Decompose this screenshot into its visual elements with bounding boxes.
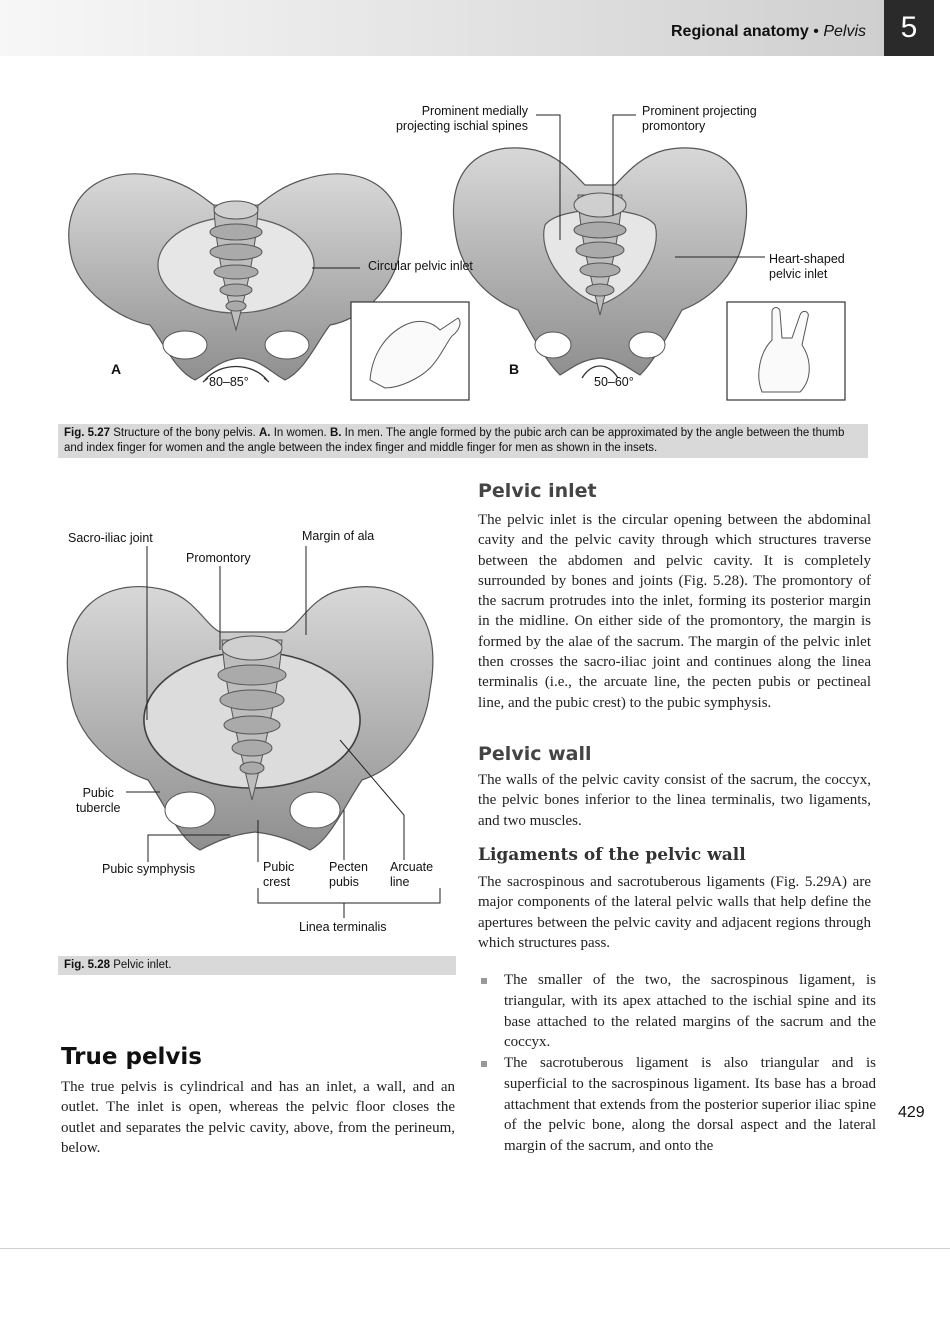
bullet-marker: [481, 1061, 487, 1067]
paragraph-ligaments: The sacrospinous and sacrotuberous ligaments (Fig. 5.29A) are major components of the lateral pelvic walls that help define the apertures between the pelvic cavity and adjacent regions through which structures pass.: [478, 874, 871, 951]
label-promontory-projecting: [642, 104, 757, 134]
panel-label-a: A: [111, 361, 122, 377]
label-heart-inlet-line2: pelvic inlet: [769, 267, 828, 281]
label-pubic-tubercle-line2: tubercle: [76, 801, 121, 815]
label-linea-terminalis: Linea terminalis: [299, 920, 387, 934]
label-ischial-spines-line1: Prominent medially: [421, 104, 528, 118]
label-angle-female: 80–85°: [209, 375, 249, 389]
label-pubic-tubercle: [76, 786, 120, 816]
bullet-marker: [481, 978, 487, 984]
header-section: Regional anatomy: [670, 23, 809, 40]
label-promontory-line2: promontory: [642, 119, 706, 133]
bullet-sacrospinous: The smaller of the two, the sacrospinous ligament, is triangular, with its apex attached to the ischial spine and its base attached to the related margins of the sacrum and the coccyx.: [504, 972, 876, 1051]
heading-pelvic-inlet: Pelvic inlet: [478, 480, 597, 502]
pelvis-inlet-illustration: [67, 587, 433, 850]
paragraph-true-pelvis: The true pelvis is cylindrical and has an inlet, a wall, and an outlet. The inlet is open, whereas the pelvic floor closes the outlet and separates the pelvic cavity, above, from the perineum, below.: [61, 1079, 455, 1156]
paragraph-pelvic-inlet: The pelvic inlet is the circular opening between the abdominal cavity and the pelvic cavity through which structures traverse between the abdomen and pelvic cavity. It is completely surrounded by bones and joints (Fig. 5.28). The promontory of the sacrum protrudes into the inlet, forming its posterior margin in the midline. On either side of the promontory, the margin is formed by the alae of the sacrum. The margin of the pelvic inlet then crosses the sacro-iliac joint and continues along the linea terminalis (i.e., the arcuate line, the pecten pubis or pectineal line, and the pubic crest) to the pubic symphysis.: [478, 512, 871, 711]
page-number: 429: [898, 1104, 925, 1121]
label-heart-inlet: [769, 252, 845, 282]
label-pubic-crest-line2: crest: [263, 875, 291, 889]
heading-true-pelvis: True pelvis: [61, 1044, 202, 1070]
pelvis-male-illustration: [453, 148, 746, 378]
figure-527-number: Fig. 5.27: [64, 427, 111, 439]
label-pubic-crest-line1: Pubic: [263, 860, 295, 874]
figure-527-a-label: A.: [259, 427, 271, 439]
figure-527-caption: [58, 424, 868, 458]
label-promontory: Promontory: [186, 551, 251, 565]
label-heart-inlet-line1: Heart-shaped: [769, 252, 845, 266]
panel-label-b: B: [509, 361, 520, 377]
label-ischial-spines: [392, 104, 528, 134]
label-pubic-tubercle-line1: Pubic: [82, 786, 114, 800]
label-circular-inlet: Circular pelvic inlet: [368, 259, 473, 273]
bullet-sacrotuberous: The sacrotuberous ligament is also triangular and is superficial to the sacrospinous ligament. Its base has a broad attachment that extends from the posterior superior iliac spine of the pelvic bone, along the dorsal aspect and the lateral margin of the sacrum, and onto the: [504, 1055, 876, 1155]
label-sacro-iliac: Sacro-iliac joint: [68, 531, 153, 545]
figure-527-b-text: In men. The angle formed by the pubic arch can be approximated by the angle between the thumb and index finger for women and the angle between the index finger and middle finger for men as shown in the insets.: [64, 427, 845, 454]
figure-527-intro: Structure of the bony pelvis.: [113, 427, 256, 439]
figure-528-number: Fig. 5.28: [64, 959, 111, 971]
label-angle-male: 50–60°: [594, 375, 634, 389]
label-promontory-line1: Prominent projecting: [642, 104, 757, 118]
label-margin-ala: Margin of ala: [302, 529, 375, 543]
figure-528-caption: [58, 956, 456, 975]
label-pecten-line1: Pecten: [329, 860, 368, 874]
chapter-tab: 5: [884, 0, 934, 56]
heading-ligaments: Ligaments of the pelvic wall: [478, 845, 746, 865]
figure-527-b-label: B.: [329, 427, 342, 439]
header-subsection: Pelvis: [823, 23, 866, 40]
header-separator: •: [813, 23, 819, 40]
heading-pelvic-wall: Pelvic wall: [478, 743, 592, 765]
label-pecten-line2: pubis: [329, 875, 359, 889]
figure-527-a-text: In women.: [273, 427, 327, 439]
label-arcuate-line2: line: [390, 875, 410, 889]
label-ischial-spines-line2: projecting ischial spines: [395, 119, 528, 133]
label-pubic-crest: [263, 860, 294, 890]
label-pecten-pubis: [329, 860, 368, 890]
label-pubic-symphysis: Pubic symphysis: [102, 862, 196, 876]
bottom-rule: [0, 1248, 950, 1249]
paragraph-pelvic-wall: The walls of the pelvic cavity consist of the sacrum, the coccyx, the pelvic bones inferior to the linea terminalis, two ligaments, and two muscles.: [478, 772, 871, 829]
figure-528-text: Pelvic inlet.: [113, 959, 172, 971]
label-arcuate-line1: Arcuate: [390, 860, 434, 874]
label-arcuate-line: [390, 860, 433, 890]
